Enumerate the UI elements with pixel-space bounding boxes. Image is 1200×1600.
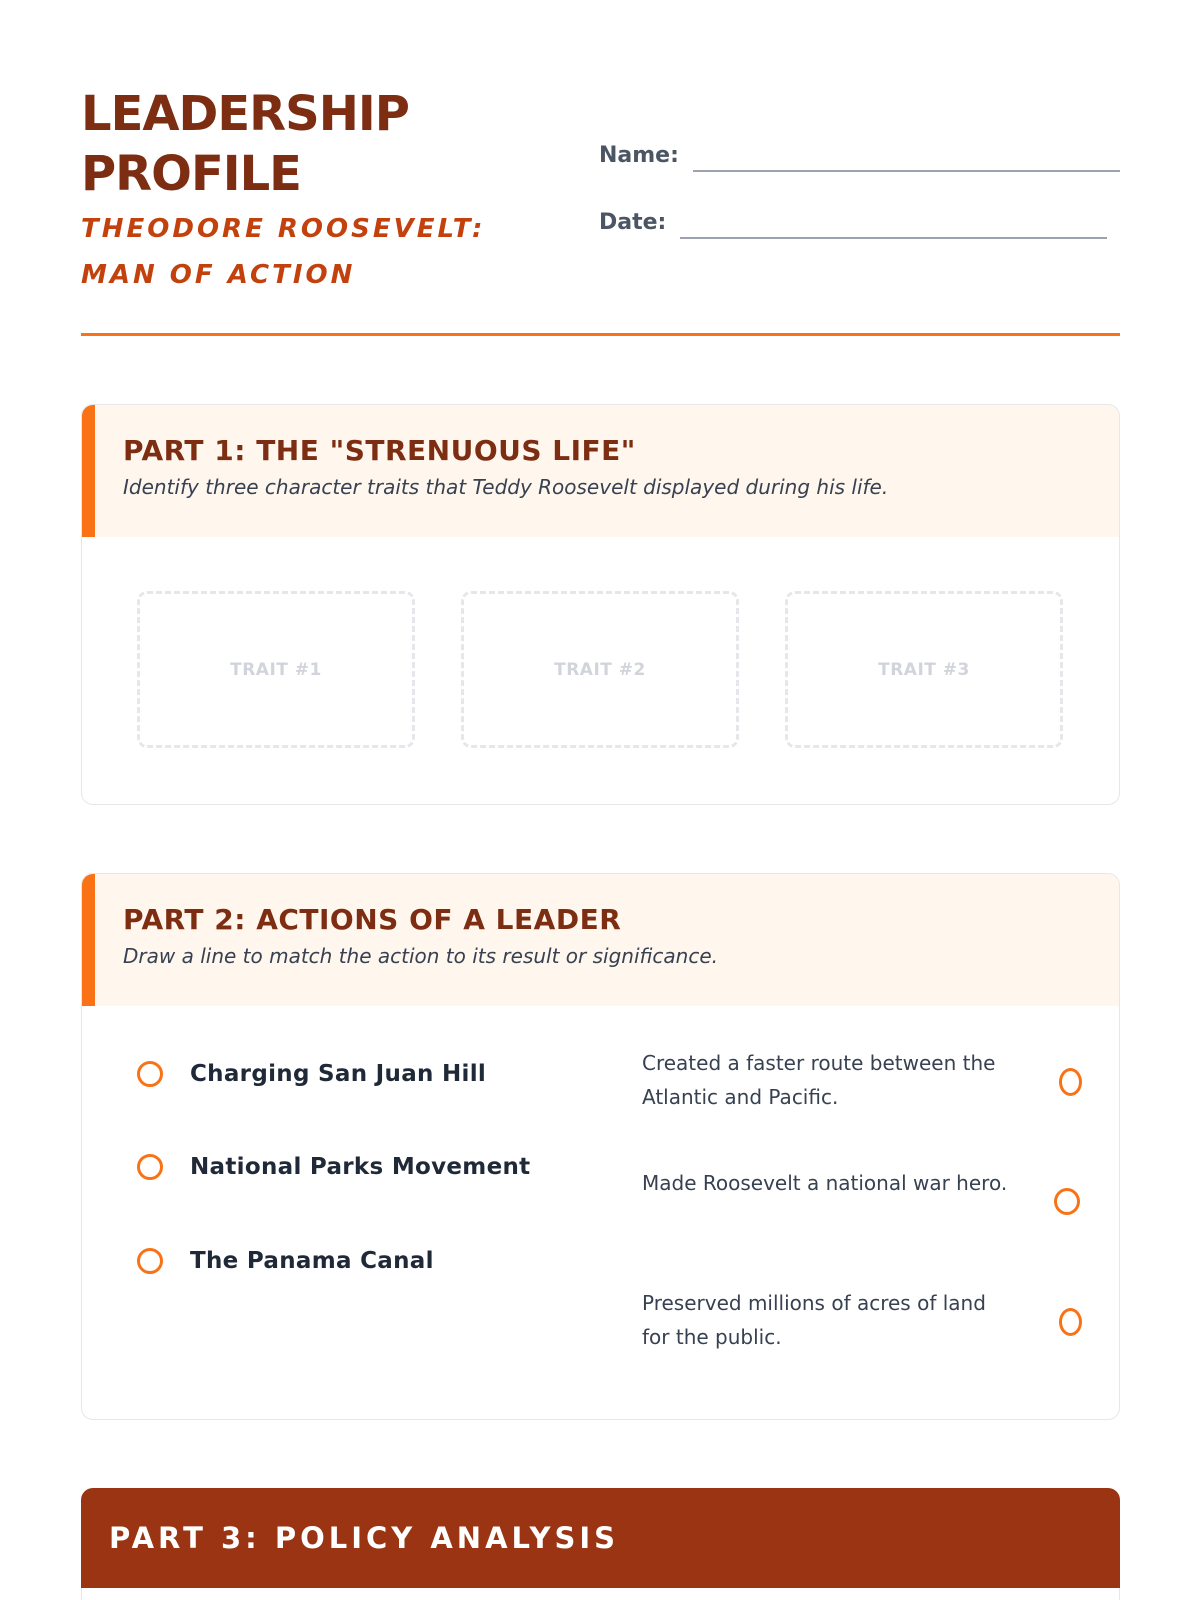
- action-circle-3[interactable]: [137, 1248, 163, 1274]
- trait-box-1[interactable]: [137, 591, 415, 748]
- action-circle-1[interactable]: [137, 1061, 163, 1087]
- part-1-section: [81, 404, 1120, 805]
- result-circle-1[interactable]: [1059, 1068, 1082, 1096]
- trait-box-3[interactable]: [785, 591, 1063, 748]
- name-label: Name:: [599, 143, 679, 168]
- part-3-header: [81, 1488, 1120, 1588]
- result-circle-3[interactable]: [1059, 1308, 1082, 1336]
- result-circle-2[interactable]: [1054, 1188, 1080, 1215]
- trait-boxes: [137, 591, 1067, 753]
- action-item: [137, 1054, 486, 1094]
- date-field: [599, 205, 1107, 241]
- trait-label-2: TRAIT #2: [554, 659, 646, 680]
- page-title-line-2: PROFILE: [81, 146, 301, 202]
- date-label: Date:: [599, 210, 667, 235]
- trait-box-2[interactable]: [461, 591, 739, 748]
- result-item: [642, 1286, 1082, 1356]
- part-1-header: [82, 405, 1119, 537]
- date-write-line[interactable]: [680, 229, 1107, 239]
- part-1-description: Identify three character traits that Teddy Roosevelt displayed during his life.: [123, 475, 889, 499]
- part-2-section: [81, 873, 1120, 1420]
- part-3-title: PART 3: POLICY ANALYSIS: [109, 1521, 620, 1555]
- action-text-1: Charging San Juan Hill: [190, 1061, 487, 1087]
- worksheet-page: [81, 0, 1120, 1600]
- worksheet-header: [81, 84, 1120, 336]
- part-2-title: PART 2: ACTIONS OF A LEADER: [123, 903, 622, 936]
- action-circle-2[interactable]: [137, 1154, 163, 1180]
- header-divider: [81, 333, 1120, 336]
- page-title-line-1: LEADERSHIP: [81, 86, 409, 142]
- part-3-section: [81, 1488, 1120, 1600]
- action-item: [137, 1147, 530, 1187]
- action-text-2: National Parks Movement: [190, 1154, 531, 1180]
- trait-label-1: TRAIT #1: [230, 659, 322, 680]
- part-1-title: PART 1: THE "STRENUOUS LIFE": [123, 434, 636, 467]
- result-text-1: Created a faster route between the Atlantic and Pacific.: [642, 1051, 996, 1109]
- page-title: [81, 84, 409, 204]
- part-2-description: Draw a line to match the action to its result or significance.: [123, 944, 719, 968]
- part-2-header: [82, 874, 1119, 1006]
- trait-label-3: TRAIT #3: [878, 659, 970, 680]
- name-field: [599, 138, 1120, 174]
- result-text-2: Made Roosevelt a national war hero.: [642, 1171, 1008, 1195]
- action-text-3: The Panama Canal: [190, 1248, 434, 1274]
- result-text-3: Preserved millions of acres of land for the public.: [642, 1291, 986, 1349]
- result-item: [642, 1166, 1082, 1236]
- result-item: [642, 1046, 1082, 1116]
- part-3-body: [81, 1588, 1120, 1600]
- action-item: [137, 1241, 434, 1281]
- name-write-line[interactable]: [693, 162, 1120, 172]
- page-subtitle: THEODORE ROOSEVELT: MAN OF ACTION: [81, 214, 486, 290]
